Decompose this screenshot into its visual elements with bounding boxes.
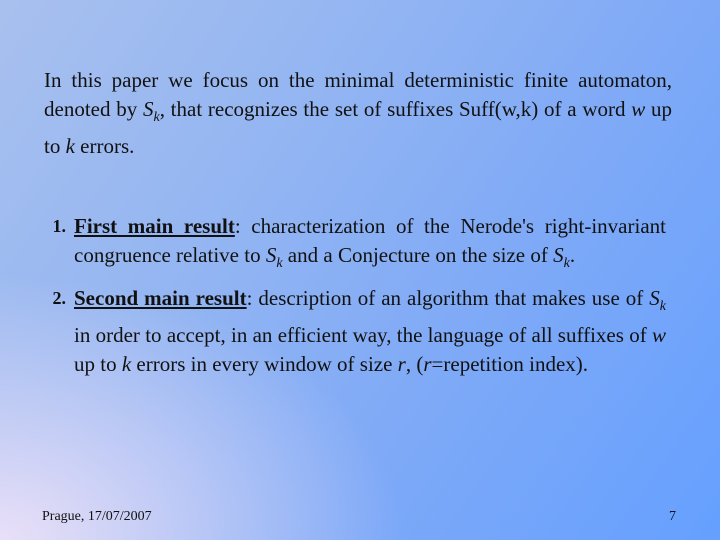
symbol-k: k bbox=[65, 134, 75, 159]
list-number: 2. bbox=[52, 288, 66, 309]
footer-date: Prague, 17/07/2007 bbox=[42, 509, 152, 524]
symbol-r: r bbox=[423, 352, 432, 377]
intro-text-1: In this paper we focus on the minimal deterministic finite automaton, denoted by bbox=[44, 68, 672, 121]
symbol-k: k bbox=[121, 352, 132, 377]
list-number: 1. bbox=[52, 216, 66, 236]
symbol-r: r bbox=[397, 352, 406, 377]
intro-paragraph bbox=[44, 66, 672, 161]
symbol-S: $S_k$ bbox=[142, 97, 160, 126]
symbol-w: w bbox=[631, 97, 646, 121]
intro-text-2: , that recognizes the set of suffixes Suff(w,k) of a word bbox=[159, 97, 632, 121]
page-number: 7 bbox=[669, 509, 676, 524]
symbol-S: $S_k$ bbox=[553, 243, 570, 272]
list-item: 2. Second main result: description of an algorithm that makes use of $S_k$ in order to accept, in an efficient way, the language of all suffixes of w up to k errors in every window of size r, (r=repetition index). bbox=[26, 284, 666, 379]
first-result-label: First main result bbox=[74, 214, 235, 238]
results-list bbox=[26, 212, 666, 385]
symbol-S: $S_k$ bbox=[265, 243, 283, 272]
second-result-label: Second main result bbox=[74, 286, 247, 311]
intro-text-4: errors. bbox=[74, 134, 135, 159]
intro-text-3: up to bbox=[44, 97, 673, 159]
symbol-w: w bbox=[651, 323, 666, 348]
symbol-S: $S_k$ bbox=[649, 286, 666, 315]
list-item: 1. First main result: characterization of the Nerode's right-invariant congruence relative to $S_k$ and a Conjecture on the size of $S_k$. bbox=[26, 212, 666, 278]
